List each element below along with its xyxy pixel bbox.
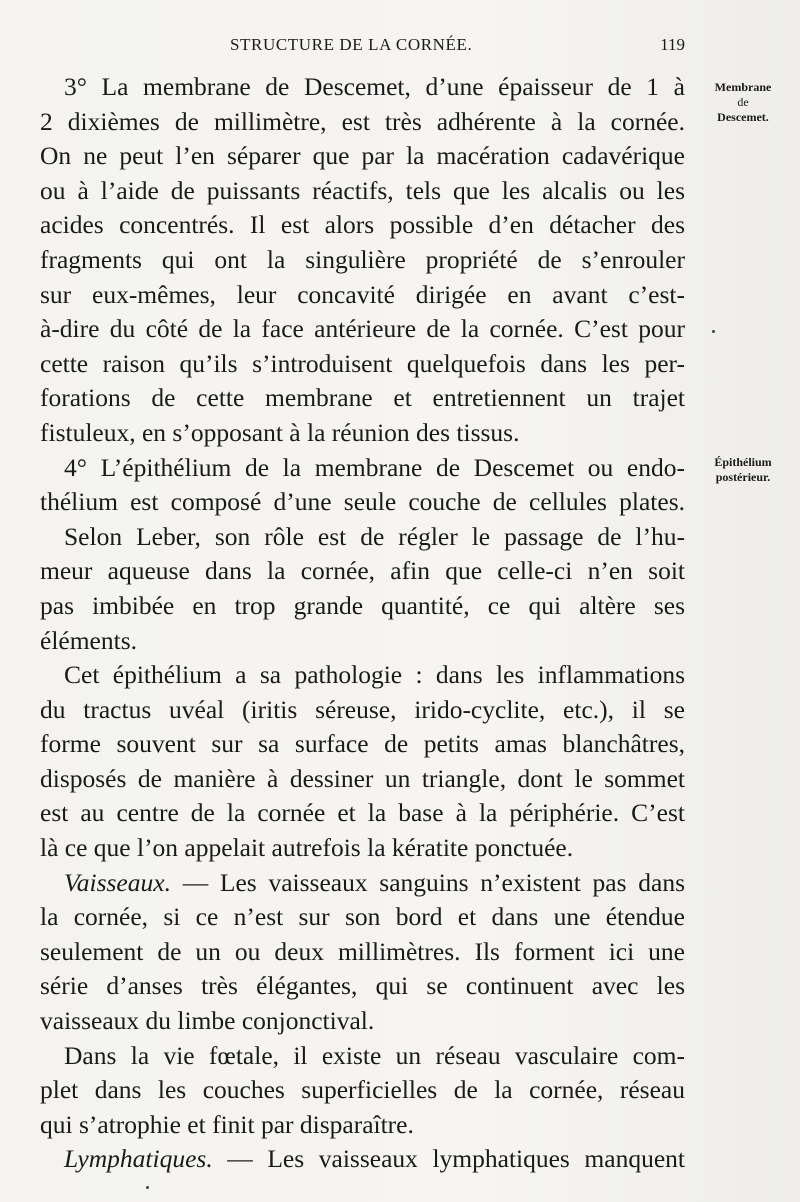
text-line: forations de cette membrane et entretiennent un trajet — [40, 383, 685, 413]
text-line: Dans la vie fœtale, il existe un réseau vasculaire com- — [64, 1040, 685, 1070]
margin-note-line: postérieur. — [715, 470, 771, 484]
text-line: la cornée, si ce n’est sur son bord et dans une étendue — [40, 902, 685, 932]
text-line: fistuleux, en s’opposant à la réunion des tissus. — [40, 417, 520, 447]
margin-note-descemet — [698, 80, 788, 125]
text-line: 3° La membrane de Descemet, d’une épaisseur de 1 à — [64, 72, 685, 101]
text-line: qui s’atrophie et finit par disparaître. — [40, 1109, 414, 1139]
text-line: fragments qui ont la singulière propriété de s’enrouler — [40, 244, 685, 274]
text-line: seulement de un ou deux millimètres. Ils forment ici une — [40, 936, 685, 966]
italic-heading-vaisseaux: Vaisseaux. — [64, 867, 171, 897]
text-line: là ce que l’on appelait autrefois la kératite ponctuée. — [40, 833, 574, 863]
text-line: On ne peut l’en séparer que par la macération cadavérique — [40, 141, 685, 171]
text-line-vaisseaux — [40, 866, 685, 901]
ink-speck — [146, 1186, 149, 1189]
text-line: ou à l’aide de puissants réactifs, tels que les alcalis ou les — [40, 175, 685, 205]
text-line: thélium est composé d’une seule couche de cellules plates. — [40, 487, 685, 517]
text-line: éléments. — [40, 625, 138, 655]
margin-note-line: Épithélium — [714, 455, 772, 469]
margin-note-epithelium — [698, 455, 788, 485]
running-title: STRUCTURE DE LA CORNÉE. — [230, 35, 473, 54]
text-line: forme souvent sur sa surface de petits amas blanchâtres, — [40, 729, 685, 759]
text-line: meur aqueuse dans la cornée, afin que celle-ci n’en soit — [40, 556, 685, 586]
text-line: sur eux-mêmes, leur concavité dirigée en avant c’est- — [40, 279, 685, 309]
margin-note-line: de — [737, 95, 749, 109]
text-line-lymphatiques — [40, 1142, 685, 1177]
page-number: 119 — [660, 35, 685, 54]
text-line: est au centre de la cornée et la base à la périphérie. C’est — [40, 798, 685, 828]
italic-heading-lymphatiques: Lymphatiques. — [64, 1144, 213, 1174]
body-text — [40, 70, 685, 1177]
text-line: Cet épithélium a sa pathologie : dans les inflammations — [64, 660, 685, 690]
text-line: plet dans les couches superficielles de la cornée, réseau — [40, 1075, 685, 1105]
page-header — [230, 35, 685, 59]
text-line: acides concentrés. Il est alors possible d’en détacher des — [40, 210, 685, 240]
text-line: 4° L’épithélium de la membrane de Descemet ou endo- — [64, 452, 685, 482]
text-line: du tractus uvéal (iritis séreuse, irido-cyclite, etc.), il se — [40, 694, 685, 724]
text-run: — Les vaisseaux sanguins n’existent pas dans — [182, 867, 686, 897]
ink-speck — [712, 330, 715, 333]
text-line: à-dire du côté de la face antérieure de la cornée. C’est pour — [40, 314, 685, 344]
margin-note-line: Descemet. — [717, 110, 769, 124]
text-line: Selon Leber, son rôle est de régler le passage de l’hu- — [64, 521, 685, 551]
text-line: vaisseaux du limbe conjonctival. — [40, 1006, 375, 1036]
margin-note-line: Membrane — [714, 80, 772, 94]
text-line: pas imbibée en trop grande quantité, ce qui altère ses — [40, 590, 685, 620]
text-line: série d’anses très élégantes, qui se continuent avec les — [40, 971, 685, 1001]
text-line: 2 dixièmes de millimètre, est très adhérente à la cornée. — [40, 106, 685, 136]
text-line: disposés de manière à dessiner un triangle, dont le sommet — [40, 763, 685, 793]
text-run: — Les vaisseaux lymphatiques manquent — [227, 1144, 685, 1174]
text-line: cette raison qu’ils s’introduisent quelquefois dans les per- — [40, 348, 685, 378]
